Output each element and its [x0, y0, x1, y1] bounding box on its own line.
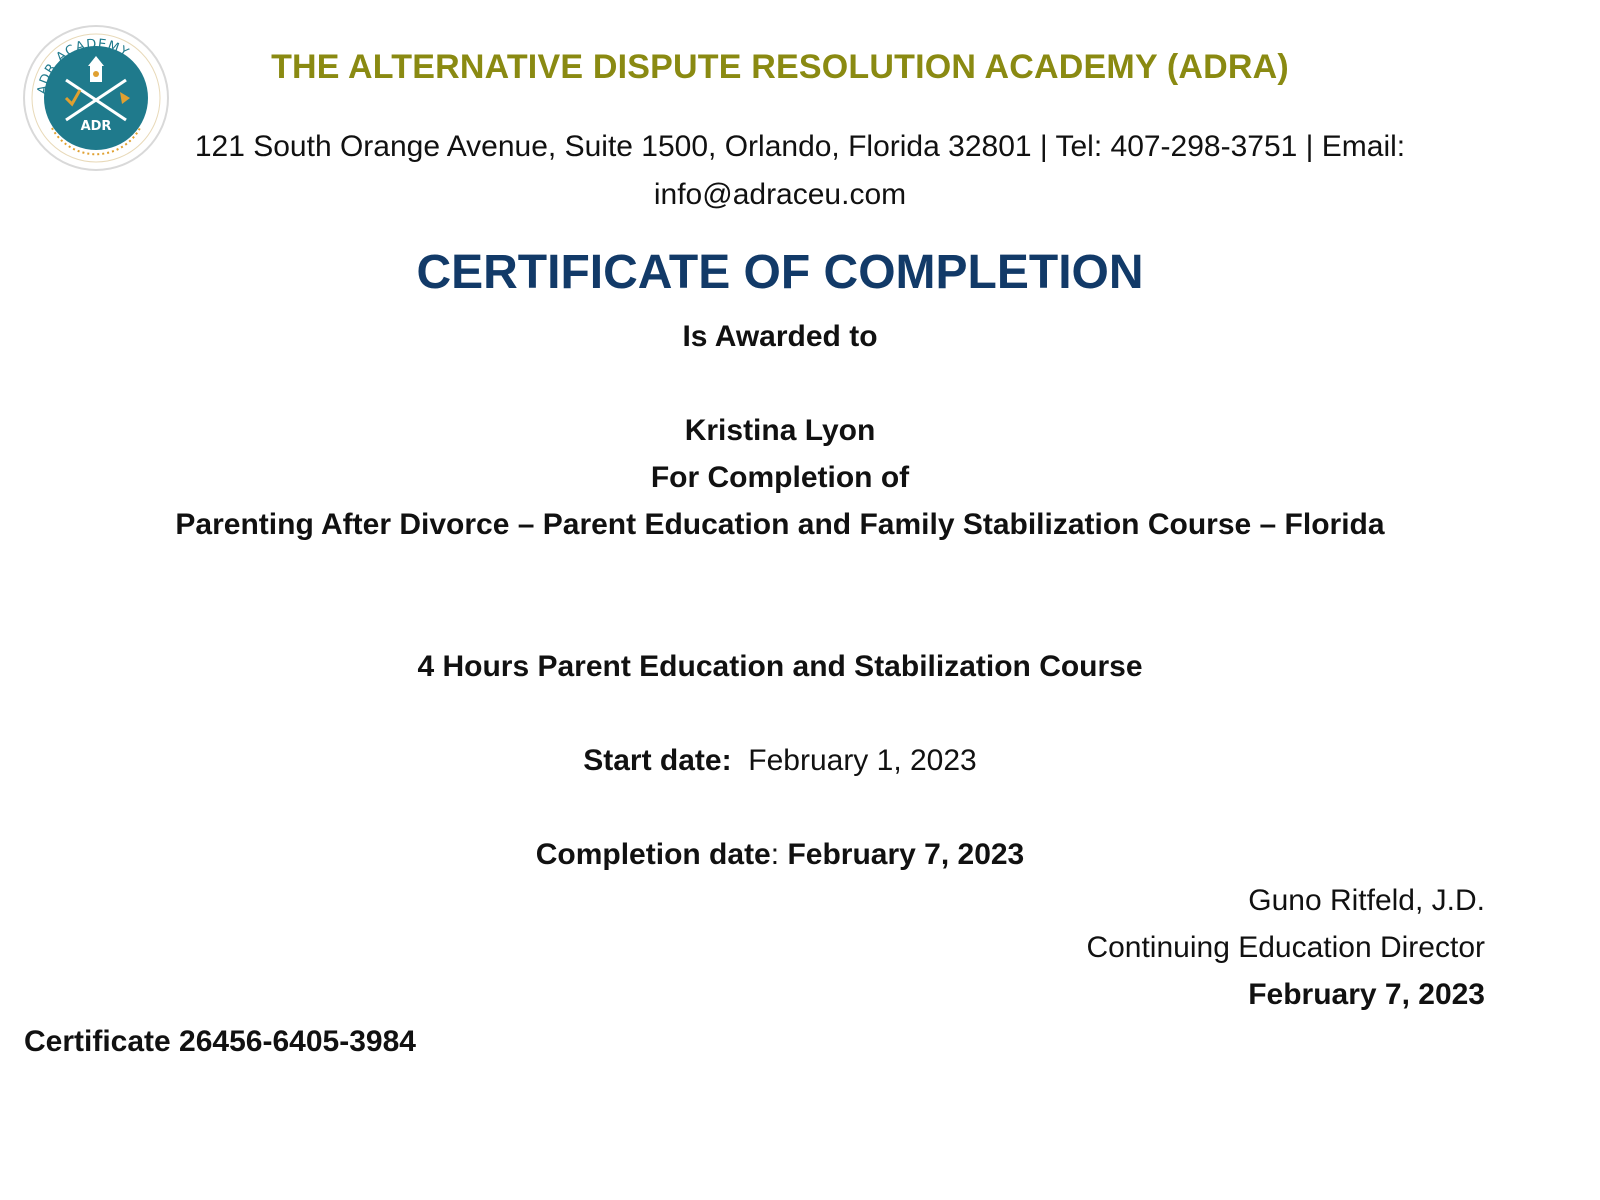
completion-date-value: February 7, 2023: [787, 838, 1025, 871]
awarded-label: Is Awarded to: [682, 320, 878, 353]
email-line: info@adraceu.com: [653, 178, 907, 211]
org-name: THE ALTERNATIVE DISPUTE RESOLUTION ACADEMY (ADRA): [271, 48, 1289, 86]
completion-date-label: Completion date: [535, 838, 771, 871]
course-hours: 4 Hours Parent Education and Stabilization Course: [417, 650, 1143, 683]
logo-ring-text: ADR ACADEMY: [34, 36, 132, 96]
certificate-title: CERTIFICATE OF COMPLETION: [416, 246, 1144, 299]
address-line: 121 South Orange Avenue, Suite 1500, Orlando, Florida 32801 | Tel: 407-298-3751 | Email:: [194, 130, 1406, 163]
certificate-number: Certificate 26456-6405-3984: [24, 1025, 416, 1058]
signer-title: Continuing Education Director: [1086, 931, 1485, 964]
course-title: Parenting After Divorce – Parent Education and Family Stabilization Course – Florida: [175, 508, 1385, 541]
for-completion-label: For Completion of: [650, 461, 910, 494]
signer-name: Guno Ritfeld, J.D.: [1248, 884, 1485, 917]
logo-inner-text: ADR: [80, 119, 112, 134]
start-date-label: Start date:: [583, 744, 732, 777]
start-date-line: [0, 744, 1560, 778]
start-date-value: February 1, 2023: [748, 744, 977, 777]
recipient-name: Kristina Lyon: [684, 414, 876, 447]
completion-date-line: [0, 838, 1560, 872]
signature-date: February 7, 2023: [1248, 978, 1485, 1011]
completion-date-separator: :: [770, 838, 780, 871]
